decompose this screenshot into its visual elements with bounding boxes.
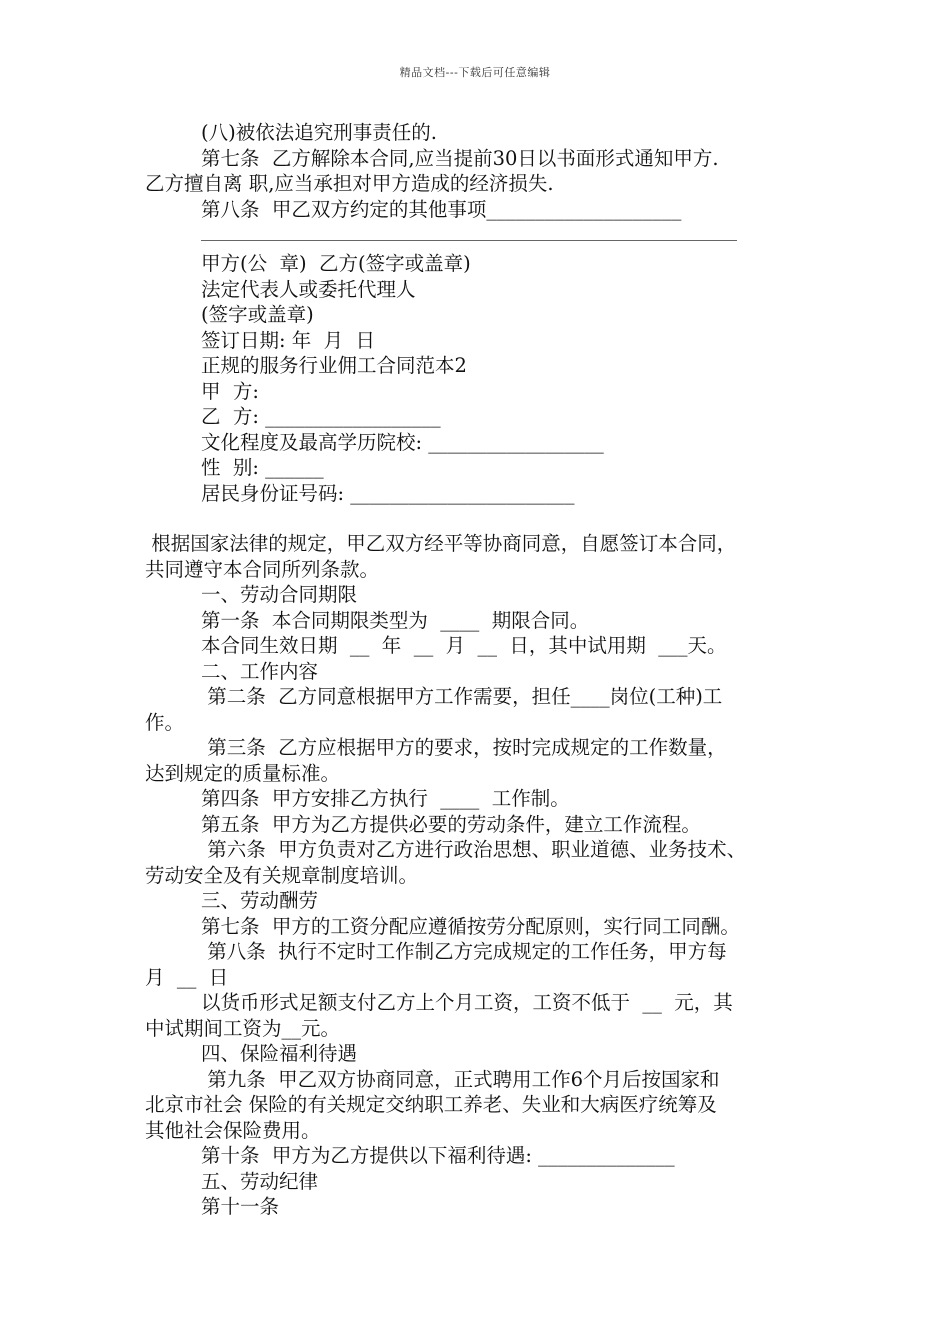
- clause-line: 第十一条: [201, 1195, 280, 1218]
- clause-line: 第三条 乙方应根据甲方的要求，按时完成规定的工作数量，: [201, 736, 727, 759]
- education-field: 文化程度及最高学历院校: __________________: [201, 430, 604, 454]
- page-header-watermark: 精品文档---下载后可任意编辑: [399, 66, 551, 79]
- clause-line: 北京市社会 保险的有关规定交纳职工养老、失业和大病医疗统筹及: [145, 1093, 717, 1116]
- clause-line: (八)被依法追究刑事责任的.: [201, 121, 437, 144]
- clause-line: 第八条 执行不定时工作制乙方完成规定的工作任务，甲方每: [201, 940, 727, 963]
- party-a-field: 甲 方:: [201, 379, 259, 403]
- signature-line: (签字或盖章): [201, 303, 314, 326]
- clause-line: 作。: [145, 710, 185, 734]
- id-number-field: 居民身份证号码: _______________________: [201, 481, 575, 505]
- clause-line: 中试期间工资为__元。: [145, 1016, 341, 1040]
- section-heading: 五、劳动纪律: [201, 1169, 319, 1193]
- preamble-line: 共同遵守本合同所列条款。: [145, 557, 380, 581]
- signature-line: 甲方(公 章) 乙方(签字或盖章): [201, 252, 471, 275]
- clause-line: 第六条 甲方负责对乙方进行政治思想、职业道德、业务技术、: [201, 838, 747, 861]
- clause-line: 第八条 甲乙双方约定的其他事项____________________: [201, 197, 682, 221]
- gender-field: 性 别: ______: [201, 456, 324, 479]
- clause-line: 第二条 乙方同意根据甲方工作需要，担任____岗位(工种)工: [201, 685, 723, 708]
- section-title: 正规的服务行业佣工合同范本2: [201, 354, 467, 377]
- clause-line: 第一条 本合同期限类型为 ____ 期限合同。: [201, 608, 590, 632]
- clause-line: 劳动安全及有关规章制度培训。: [145, 863, 419, 887]
- clause-line: 以货币形式足额支付乙方上个月工资，工资不低于 __ 元，其: [201, 991, 733, 1014]
- clause-line: 本合同生效日期 __ 年 __ 月 __ 日，其中试用期 ___天。: [201, 634, 727, 657]
- blank-rule: [201, 240, 737, 241]
- party-b-field: 乙 方: __________________: [201, 405, 441, 428]
- clause-line: 第七条 甲方的工资分配应遵循按劳分配原则，实行同工同酬。: [201, 914, 740, 938]
- clause-line: 第七条 乙方解除本合同,应当提前30日以书面形式通知甲方.: [201, 146, 719, 170]
- spacer: [145, 506, 815, 531]
- clause-line: 第五条 甲方为乙方提供必要的劳动条件，建立工作流程。: [201, 812, 701, 836]
- clause-line: 乙方擅自离 职,应当承担对甲方造成的经济损失.: [145, 172, 554, 195]
- section-heading: 二、工作内容: [201, 659, 319, 683]
- clause-line: 月 __ 日: [145, 965, 229, 989]
- clause-line: 其他社会保险费用。: [145, 1118, 321, 1142]
- signature-date: 签订日期: 年 月 日: [201, 328, 376, 352]
- document-body: [145, 120, 815, 1220]
- section-heading: 四、保险福利待遇: [201, 1042, 358, 1065]
- clause-line: 第十条 甲方为乙方提供以下福利待遇: ______________: [201, 1144, 675, 1167]
- clause-line: 达到规定的质量标准。: [145, 761, 341, 785]
- signature-line: 法定代表人或委托代理人: [201, 277, 416, 301]
- clause-line: 第九条 甲乙双方协商同意，正式聘用工作6个月后按国家和: [201, 1067, 720, 1091]
- clause-line: 第四条 甲方安排乙方执行 ____ 工作制。: [201, 787, 570, 810]
- preamble-line: 根据国家法律的规定，甲乙双方经平等协商同意，自愿签订本合同，: [145, 532, 737, 555]
- section-heading: 三、劳动酬劳: [201, 889, 319, 912]
- section-heading: 一、劳动合同期限: [201, 583, 358, 606]
